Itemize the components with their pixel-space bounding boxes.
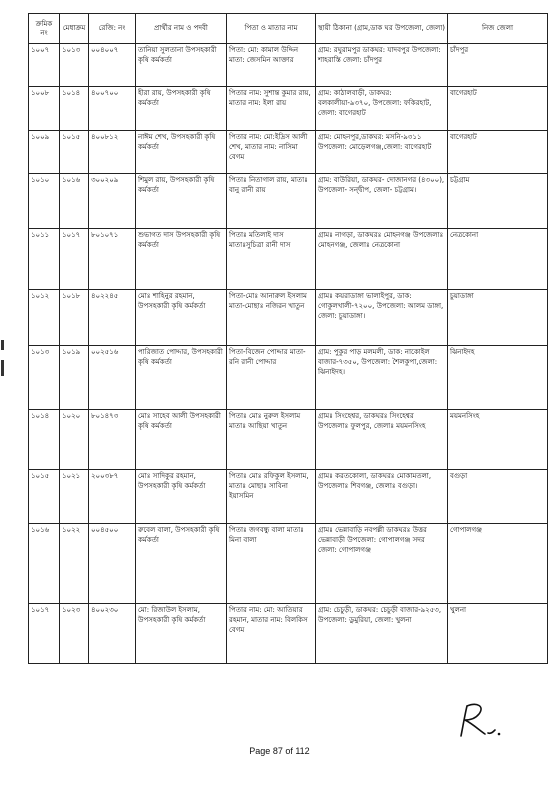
cell-serial: ১০১২ — [29, 290, 60, 346]
cell-merit: ১০১৯ — [60, 346, 89, 410]
cell-district: নেত্রকোনা — [448, 229, 548, 290]
cell-serial: ১০১০ — [29, 174, 60, 229]
table-row — [29, 410, 548, 470]
cell-parents: পিতা: মো: কামাল উদ্দিন মাতা: জেসমিন আক্তার — [227, 44, 316, 87]
table-row — [29, 524, 548, 604]
cell-merit: ১০১৩ — [60, 44, 89, 87]
cell-serial: ১০০৮ — [29, 87, 60, 131]
scan-margin-mark — [1, 340, 4, 350]
cell-parents: পিতাঃ মোঃ নুরুল ইসলাম মাতাঃ আছিয়া খাতুন — [227, 410, 316, 470]
cell-merit: ১০১৫ — [60, 131, 89, 174]
table-header — [29, 14, 548, 44]
table-row — [29, 131, 548, 174]
cell-parents: পিতার নাম: সুশান্ত কুমার রায়, মাতার নাম: ইলা রায় — [227, 87, 316, 131]
cell-reg: ০০৪০০৭ — [89, 44, 136, 87]
cell-district: ময়মনসিংহ — [448, 410, 548, 470]
cell-name: মো: রিজাউল ইসলাম, উপসহকারী কৃষি কর্মকর্তা — [136, 604, 227, 664]
cell-parents: পিতাঃ নিতাগাল রায়, মাতাঃ বানু রানী রায় — [227, 174, 316, 229]
cell-address: গ্রামঃ নাগড়া, ডাকঘরঃ মোহনগঞ্জ উপজেলাঃ মোহনগঞ্জ, জেলাঃ নেত্রকোনা — [316, 229, 448, 290]
cell-serial: ১০১৬ — [29, 524, 60, 604]
cell-name: মোঃ সাহেব আলী উপসহকারী কৃষি কর্মকর্তা — [136, 410, 227, 470]
cell-reg: ৪০০৮১২ — [89, 131, 136, 174]
cell-merit: ১০১৪ — [60, 87, 89, 131]
cell-address: গ্রামঃ সিংহেশ্বর, ডাকঘরঃ সিংহেশ্বর উপজেলাঃ ফুলপুর, জেলাঃ ময়মনসিংহ — [316, 410, 448, 470]
cell-reg: ৮০১০৭১ — [89, 229, 136, 290]
cell-reg: ৪০০৭০০ — [89, 87, 136, 131]
cell-district: বগুড়া — [448, 470, 548, 524]
initial-signature — [455, 700, 503, 740]
table-row — [29, 174, 548, 229]
cell-parents: পিতাঃ মোঃ রফিকুল ইসলাম, মাতাঃ মোছাঃ সাবিনা ইয়াসমিন — [227, 470, 316, 524]
cell-address: গ্রাম: রঘুরামপুর ডাকঘর: যাদবপুর উপজেলা: শাহরাস্তি জেলা: চাঁদপুর — [316, 44, 448, 87]
header-district: নিজ জেলা — [448, 14, 548, 44]
table-row — [29, 470, 548, 524]
cell-address: গ্রাম: চেচুড়ী, ডাকঘর: চেচুড়ী বাজার-৯২৫৩, উপজেলা: ডুমুরিয়া, জেলা: খুলনা — [316, 604, 448, 664]
cell-serial: ১০১১ — [29, 229, 60, 290]
header-serial: ক্রমিক নং — [29, 14, 60, 44]
cell-name: রুবেল বালা, উপসহকারী কৃষি কর্মকর্তা — [136, 524, 227, 604]
cell-merit: ১০২০ — [60, 410, 89, 470]
cell-merit: ১০১৮ — [60, 290, 89, 346]
cell-address: গ্রামঃ ভেন্নাবাড়ি নবপল্লী ডাকঘরঃ উত্তর ভেন্নাবাড়ী উপজেলা: গোপালগঞ্জ সদর জেলা: গোপালগঞ্জ — [316, 524, 448, 604]
table-row — [29, 604, 548, 664]
table-row — [29, 44, 548, 87]
cell-district: গোপালগঞ্জ — [448, 524, 548, 604]
cell-serial: ১০১৪ — [29, 410, 60, 470]
cell-name: মোঃ সাদিকুর রহমান, উপসহকারী কৃষি কর্মকর্তা — [136, 470, 227, 524]
cell-parents: পিতা-বিজেন পোদ্দার মাতা-রনি রানী পোদ্দার — [227, 346, 316, 410]
cell-parents: পিতাঃ জগবন্ধু বালা মাতাঃ মিনা বালা — [227, 524, 316, 604]
cell-reg: ৮০১৪৭৩ — [89, 410, 136, 470]
table-row — [29, 87, 548, 131]
table-row — [29, 229, 548, 290]
cell-parents: পিতার নাম: মো: আতিয়ার রহমান, মাতার নাম: বিলকিস বেগম — [227, 604, 316, 664]
cell-parents: পিতাঃ মতিলাই দাস মাতাঃসুচিত্রা রানী দাস — [227, 229, 316, 290]
cell-district: বাগেরহাট — [448, 131, 548, 174]
cell-name: নাঈম শেখ, উপসহকারী কৃষি কর্মকর্তা — [136, 131, 227, 174]
header-address: স্থায়ী ঠিকানা (গ্রাম,ডাক ঘর উপজেলা, জেলা) — [316, 14, 448, 44]
cell-reg: ৩০০২০৯ — [89, 174, 136, 229]
cell-merit: ১০২২ — [60, 524, 89, 604]
cell-parents: পিতা-মোঃ আনারুল ইসলাম মাতা-মোছাঃ নজিরন খাতুন — [227, 290, 316, 346]
cell-district: চট্টগ্রাম — [448, 174, 548, 229]
cell-district: চাঁদপুর — [448, 44, 548, 87]
cell-reg: ৪০০২৩০ — [89, 604, 136, 664]
cell-name: শিমুল রায়, উপসহকারী কৃষি কর্মকর্তা — [136, 174, 227, 229]
header-reg: রেজি: নং — [89, 14, 136, 44]
cell-district: চুয়াডাঙ্গা — [448, 290, 548, 346]
cell-address: গ্রাম: বাউরিয়া, ডাকঘর- দোজানগর (৪৩০০), উপজেলা- সন্দ্বীপ, জেলা- চট্টগ্রাম। — [316, 174, 448, 229]
cell-merit: ১০২৩ — [60, 604, 89, 664]
cell-merit: ১০১৬ — [60, 174, 89, 229]
header-parents: পিতা ও মাতার নাম — [227, 14, 316, 44]
cell-district: খুলনা — [448, 604, 548, 664]
cell-reg: ৪০২২৪৫ — [89, 290, 136, 346]
cell-reg: ০০২৫১৬ — [89, 346, 136, 410]
cell-parents: পিতার নাম: মো:ইদ্রিস আলী শেখ, মাতার নাম: নাসিমা বেগম — [227, 131, 316, 174]
cell-serial: ১০০৯ — [29, 131, 60, 174]
cell-address: গ্রাম: মোহনপুর,ডাকঘর: মসনি-৯৩১১ উপজেলা: মোড়েলগঞ্জ,জেলা: বাগেরহাট — [316, 131, 448, 174]
cell-address: গ্রামঃ করতকোলা, ডাকঘরঃ মোকামতলা, উপজেলাঃ শিবগঞ্জ, জেলাঃ বগুড়া। — [316, 470, 448, 524]
page-number: Page 87 of 112 — [249, 746, 310, 756]
cell-serial: ১০১৭ — [29, 604, 60, 664]
header-merit: মেধাক্রম — [60, 14, 89, 44]
cell-reg: ০০৪৫০০ — [89, 524, 136, 604]
cell-merit: ১০১৭ — [60, 229, 89, 290]
cell-district: ঝিনাইদহ — [448, 346, 548, 410]
cell-name: শুভাগত দাস উপসহকারী কৃষি কর্মকর্তা — [136, 229, 227, 290]
header-row — [29, 14, 548, 44]
cell-address: গ্রাম: কাঠালবাড়ী, ডাকঘর: বলকালীয়া-৯৩৭০, উপজেলা: ফকিরহাট, জেলা: বাগেরহাট — [316, 87, 448, 131]
table-body — [29, 44, 548, 664]
cell-serial: ১০১৩ — [29, 346, 60, 410]
cell-reg: ২০০৩৮৭ — [89, 470, 136, 524]
cell-merit: ১০২১ — [60, 470, 89, 524]
cell-district: বাগেরহাট — [448, 87, 548, 131]
cell-name: পারিজাত পোদ্দার, উপসহকারী কৃষি কর্মকর্তা — [136, 346, 227, 410]
header-name: প্রার্থীর নাম ও পদবী — [136, 14, 227, 44]
table-row — [29, 290, 548, 346]
cell-serial: ১০১৫ — [29, 470, 60, 524]
cell-address: গ্রামঃ কয়রাডাঙ্গা ভালাইপুর, ডাক: গোকুলখালী-৭২০০, উপজেলা: আলম ডাঙ্গা, জেলা: চুয়াডাঙ্গা। — [316, 290, 448, 346]
cell-serial: ১০০৭ — [29, 44, 60, 87]
cell-name: হীরা রায়, উপসহকারী কৃষি কর্মকর্তা — [136, 87, 227, 131]
scan-margin-mark — [1, 360, 4, 376]
cell-name: তানিয়া সুলতানা উপসহকারী কৃষি কর্মকর্তা — [136, 44, 227, 87]
cell-address: গ্রাম: পুকুর পাড় মলমলী, ডাক: নাকোইল বাজার-৭৩৫০, উপজেলা: শৈলকুপা,জেলা: ঝিনাইদহ। — [316, 346, 448, 410]
candidate-table — [28, 13, 548, 664]
cell-name: মোঃ শাহিনুর রহমান, উপসহকারী কৃষি কর্মকর্তা — [136, 290, 227, 346]
table-row — [29, 346, 548, 410]
